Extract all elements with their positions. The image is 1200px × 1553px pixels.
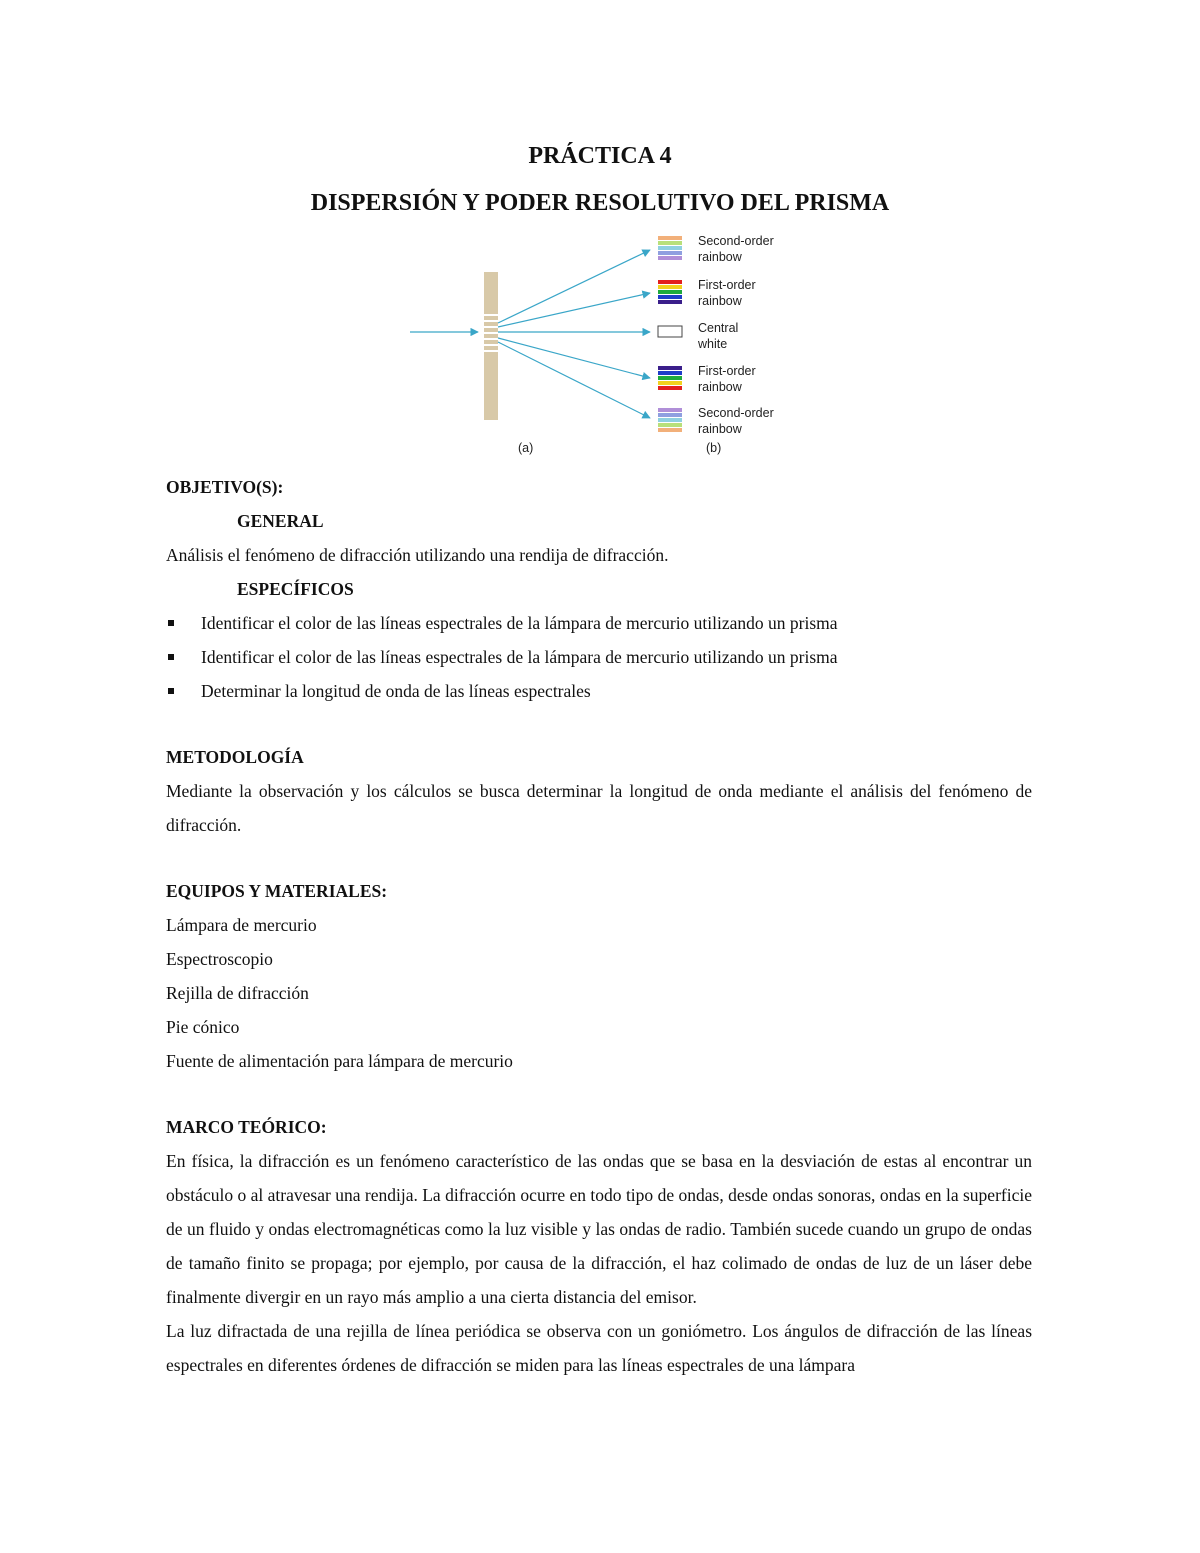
general-text: Análisis el fenómeno de difracción utilizando una rendija de difracción.: [166, 545, 669, 565]
equipos-item: Espectroscopio: [166, 949, 273, 969]
document-body: [166, 470, 1032, 1382]
especificos-list: [166, 606, 1032, 708]
label-second-order-top-2: rainbow: [698, 250, 742, 264]
label-first-order-bottom-1: First-order: [698, 364, 756, 378]
metodologia-text: Mediante la observación y los cálculos se busca determinar la longitud de onda mediante el análisis del fenómeno de difracción.: [166, 781, 1032, 835]
especificos-heading: ESPECÍFICOS: [237, 579, 354, 599]
label-central-2: white: [698, 337, 728, 351]
equipos-heading: EQUIPOS Y MATERIALES:: [166, 881, 388, 901]
list-item: Identificar el color de las líneas espectrales de la lámpara de mercurio utilizando un prisma: [166, 606, 1032, 640]
first-order-spectrum-bottom: [658, 366, 682, 390]
equipos-item: Rejilla de difracción: [166, 983, 309, 1003]
equipos-item: Pie cónico: [166, 1017, 240, 1037]
label-first-order-bottom-2: rainbow: [698, 380, 742, 394]
label-central-1: Central: [698, 321, 739, 335]
general-heading: GENERAL: [237, 511, 324, 531]
marco-paragraph-1: En física, la difracción es un fenómeno característico de las ondas que se basa en la desviación de estas al encontrar un obstáculo o al atravesar una rendija. La difracción ocurre en todo tipo de ondas, desde ondas sonoras, ondas en la superficie de un fluido y ondas electromagnéticas como la luz visible y las ondas de radio. También sucede cuando un grupo de ondas de tamaño finito se propaga; por ejemplo, por causa de la difracción, el haz colimado de ondas de luz de un láser debe finalmente divergir en un rayo más amplio a una cierta distancia del emisor.: [166, 1151, 1032, 1307]
second-order-spectrum-bottom: [658, 408, 682, 432]
caption-a: (a): [518, 441, 534, 455]
marco-heading: MARCO TEÓRICO:: [166, 1117, 327, 1137]
bullet-icon: [168, 654, 174, 660]
equipos-item: Fuente de alimentación para lámpara de mercurio: [166, 1051, 513, 1071]
bullet-icon: [168, 620, 174, 626]
label-second-order-bottom-1: Second-order: [698, 406, 774, 420]
metodologia-heading: METODOLOGÍA: [166, 747, 304, 767]
list-item: Determinar la longitud de onda de las líneas espectrales: [166, 674, 1032, 708]
label-second-order-bottom-2: rainbow: [698, 422, 742, 436]
list-item: Identificar el color de las líneas espectrales de la lámpara de mercurio utilizando un prisma: [166, 640, 1032, 674]
caption-b: (b): [706, 441, 722, 455]
page-title: PRÁCTICA 4: [528, 143, 672, 169]
equipos-item: Lámpara de mercurio: [166, 915, 317, 935]
diffracted-beams: [498, 250, 650, 418]
marco-paragraph-2: La luz difractada de una rejilla de línea periódica se observa con un goniómetro. Los ángulos de difracción de las líneas espectrales en diferentes órdenes de difracción se miden para las líneas espectrales de una lámpara: [166, 1321, 1032, 1375]
first-order-spectrum-top: [658, 280, 682, 304]
page-subtitle: DISPERSIÓN Y PODER RESOLUTIVO DEL PRISMA: [310, 190, 890, 216]
second-order-spectrum-top: [658, 236, 682, 260]
label-second-order-top-1: Second-order: [698, 234, 774, 248]
bullet-icon: [168, 688, 174, 694]
label-first-order-top-2: rainbow: [698, 294, 742, 308]
diffraction-figure: [400, 228, 800, 462]
label-first-order-top-1: First-order: [698, 278, 756, 292]
central-white-spot: [658, 326, 682, 337]
objetivos-heading: OBJETIVO(S):: [166, 477, 284, 497]
